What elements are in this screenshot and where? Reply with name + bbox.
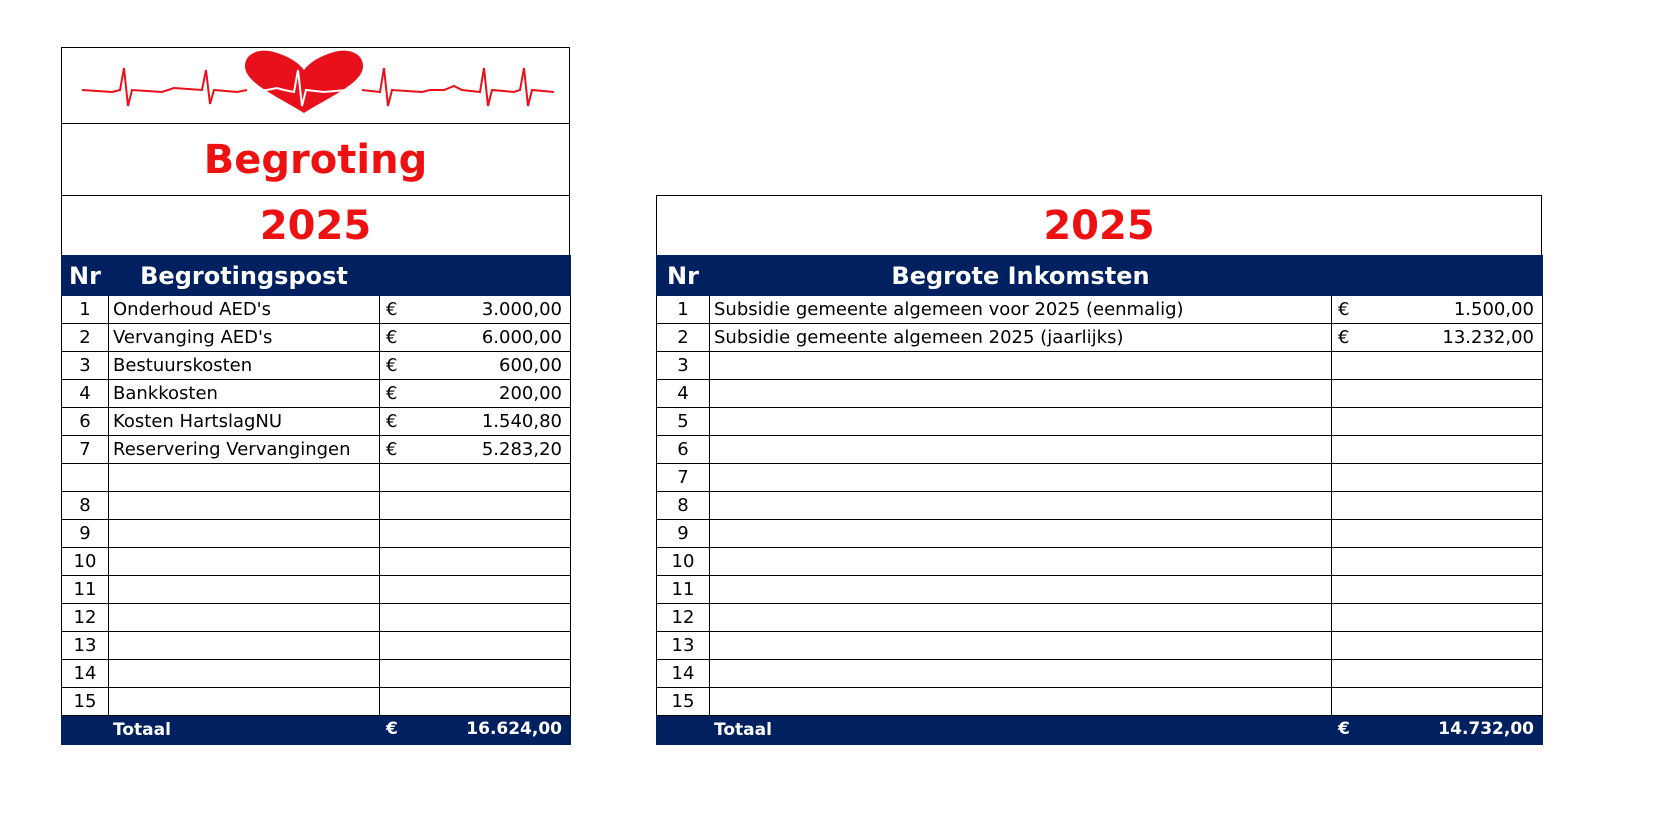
row-amount-cell xyxy=(380,604,571,632)
row-nr: 3 xyxy=(657,352,710,380)
row-currency: € xyxy=(386,383,398,404)
row-nr: 10 xyxy=(657,548,710,576)
total-nr xyxy=(657,716,710,745)
table-row xyxy=(62,324,571,352)
row-label xyxy=(710,352,1332,380)
row-label xyxy=(710,660,1332,688)
row-nr: 9 xyxy=(62,520,109,548)
row-nr: 15 xyxy=(657,688,710,716)
row-label xyxy=(109,660,380,688)
row-label xyxy=(109,492,380,520)
table-row xyxy=(62,352,571,380)
row-amount-cell xyxy=(380,408,571,436)
row-amount-cell xyxy=(1332,548,1543,576)
row-label: Subsidie gemeente algemeen voor 2025 (eenmalig) xyxy=(710,296,1332,324)
row-nr: 6 xyxy=(657,436,710,464)
total-amount: 16.624,00 xyxy=(466,719,562,739)
row-amount-cell xyxy=(380,296,571,324)
table-row xyxy=(657,548,1543,576)
table-row xyxy=(62,604,571,632)
table-row xyxy=(62,632,571,660)
row-amount: 1.500,00 xyxy=(1453,299,1534,320)
row-nr: 3 xyxy=(62,352,109,380)
row-amount-cell xyxy=(1332,688,1543,716)
table-row xyxy=(657,296,1543,324)
table-row xyxy=(657,520,1543,548)
table-row xyxy=(657,380,1543,408)
row-label: Onderhoud AED's xyxy=(109,296,380,324)
row-label xyxy=(109,604,380,632)
row-label xyxy=(710,632,1332,660)
row-label xyxy=(109,548,380,576)
row-label xyxy=(710,408,1332,436)
total-amount-cell xyxy=(1332,716,1543,745)
row-amount-cell xyxy=(380,632,571,660)
row-amount-cell xyxy=(380,352,571,380)
row-amount: 200,00 xyxy=(499,383,562,404)
table-row xyxy=(62,688,571,716)
total-currency: € xyxy=(386,719,398,739)
expenses-header-row xyxy=(62,256,571,296)
expenses-table xyxy=(61,255,571,745)
row-amount-cell xyxy=(1332,660,1543,688)
row-amount-cell xyxy=(1332,520,1543,548)
table-row xyxy=(657,576,1543,604)
right-year-cell xyxy=(656,195,1542,256)
row-amount-cell xyxy=(1332,576,1543,604)
row-nr: 12 xyxy=(657,604,710,632)
row-amount: 1.540,80 xyxy=(481,411,562,432)
left-year: 2025 xyxy=(259,203,372,249)
total-amount-cell xyxy=(380,716,571,745)
row-label xyxy=(710,380,1332,408)
row-label: Reservering Vervangingen xyxy=(109,436,380,464)
col-header-nr: Nr xyxy=(62,256,109,296)
col-header-post: Begrotingspost xyxy=(109,256,380,296)
expenses-total-row xyxy=(62,716,571,745)
row-nr: 8 xyxy=(62,492,109,520)
table-row xyxy=(62,408,571,436)
row-amount-cell xyxy=(1332,492,1543,520)
row-label xyxy=(710,548,1332,576)
row-amount-cell xyxy=(1332,296,1543,324)
row-amount-cell xyxy=(1332,352,1543,380)
row-amount-cell xyxy=(380,436,571,464)
income-table xyxy=(656,255,1543,745)
row-nr: 7 xyxy=(62,436,109,464)
logo-cell xyxy=(61,47,570,124)
right-year: 2025 xyxy=(1043,203,1155,249)
row-nr: 4 xyxy=(657,380,710,408)
row-nr: 14 xyxy=(657,660,710,688)
row-amount-cell xyxy=(380,688,571,716)
row-amount-cell xyxy=(1332,380,1543,408)
income-total-row xyxy=(657,716,1543,745)
row-nr: 2 xyxy=(62,324,109,352)
row-currency: € xyxy=(1338,327,1350,348)
total-label: Totaal xyxy=(109,716,380,745)
row-nr: 5 xyxy=(657,408,710,436)
row-label xyxy=(710,688,1332,716)
col-header-income: Begrote Inkomsten xyxy=(710,256,1332,296)
total-label: Totaal xyxy=(710,716,1332,745)
table-row xyxy=(657,408,1543,436)
table-row xyxy=(62,548,571,576)
table-row xyxy=(62,660,571,688)
row-label: Vervanging AED's xyxy=(109,324,380,352)
row-amount-cell xyxy=(1332,324,1543,352)
table-row xyxy=(62,436,571,464)
row-label: Subsidie gemeente algemeen 2025 (jaarlijks) xyxy=(710,324,1332,352)
row-nr: 9 xyxy=(657,520,710,548)
table-row xyxy=(657,688,1543,716)
total-currency: € xyxy=(1338,719,1350,739)
table-row xyxy=(62,296,571,324)
row-nr: 2 xyxy=(657,324,710,352)
row-label xyxy=(710,520,1332,548)
row-nr xyxy=(62,464,109,492)
row-label: Bestuurskosten xyxy=(109,352,380,380)
row-label xyxy=(710,576,1332,604)
table-row xyxy=(657,324,1543,352)
left-year-cell xyxy=(61,195,570,256)
table-row xyxy=(657,604,1543,632)
row-nr: 1 xyxy=(657,296,710,324)
row-nr: 15 xyxy=(62,688,109,716)
row-nr: 1 xyxy=(62,296,109,324)
row-amount-cell xyxy=(380,520,571,548)
row-label xyxy=(710,492,1332,520)
row-label xyxy=(710,604,1332,632)
row-currency: € xyxy=(386,355,398,376)
row-amount-cell xyxy=(380,324,571,352)
col-header-nr: Nr xyxy=(657,256,710,296)
row-amount-cell xyxy=(380,660,571,688)
col-header-amount xyxy=(380,256,571,296)
row-amount-cell xyxy=(380,576,571,604)
table-row xyxy=(62,464,571,492)
row-amount: 3.000,00 xyxy=(481,299,562,320)
row-label xyxy=(109,520,380,548)
row-currency: € xyxy=(386,439,398,460)
table-row xyxy=(657,632,1543,660)
row-label: Bankkosten xyxy=(109,380,380,408)
row-label xyxy=(109,632,380,660)
table-row xyxy=(657,352,1543,380)
row-nr: 12 xyxy=(62,604,109,632)
row-nr: 11 xyxy=(657,576,710,604)
table-row xyxy=(62,492,571,520)
row-amount-cell xyxy=(1332,408,1543,436)
row-amount: 13.232,00 xyxy=(1442,327,1534,348)
row-label: Kosten HartslagNU xyxy=(109,408,380,436)
row-currency: € xyxy=(386,299,398,320)
table-row xyxy=(657,464,1543,492)
table-row xyxy=(62,520,571,548)
budget-title-cell xyxy=(61,123,570,196)
row-currency: € xyxy=(386,327,398,348)
row-amount-cell xyxy=(1332,436,1543,464)
table-row xyxy=(657,660,1543,688)
row-amount-cell xyxy=(1332,632,1543,660)
row-label xyxy=(710,436,1332,464)
row-amount-cell xyxy=(1332,464,1543,492)
col-header-amount xyxy=(1332,256,1543,296)
row-nr: 6 xyxy=(62,408,109,436)
row-amount: 600,00 xyxy=(499,355,562,376)
row-label xyxy=(109,576,380,604)
table-row xyxy=(657,492,1543,520)
heartbeat-heart-icon xyxy=(62,48,569,123)
row-label xyxy=(109,464,380,492)
row-amount-cell xyxy=(380,380,571,408)
row-nr: 14 xyxy=(62,660,109,688)
table-row xyxy=(62,576,571,604)
total-amount: 14.732,00 xyxy=(1438,719,1534,739)
row-label xyxy=(109,688,380,716)
row-amount-cell xyxy=(380,548,571,576)
row-nr: 13 xyxy=(62,632,109,660)
row-amount: 6.000,00 xyxy=(481,327,562,348)
row-nr: 13 xyxy=(657,632,710,660)
row-label xyxy=(710,464,1332,492)
row-nr: 4 xyxy=(62,380,109,408)
row-nr: 10 xyxy=(62,548,109,576)
budget-title: Begroting xyxy=(203,137,428,183)
row-amount-cell xyxy=(380,464,571,492)
row-currency: € xyxy=(386,411,398,432)
table-row xyxy=(657,436,1543,464)
income-header-row xyxy=(657,256,1543,296)
row-nr: 7 xyxy=(657,464,710,492)
row-nr: 11 xyxy=(62,576,109,604)
row-currency: € xyxy=(1338,299,1350,320)
row-amount-cell xyxy=(380,492,571,520)
row-amount-cell xyxy=(1332,604,1543,632)
total-nr xyxy=(62,716,109,745)
row-amount: 5.283,20 xyxy=(481,439,562,460)
table-row xyxy=(62,380,571,408)
row-nr: 8 xyxy=(657,492,710,520)
